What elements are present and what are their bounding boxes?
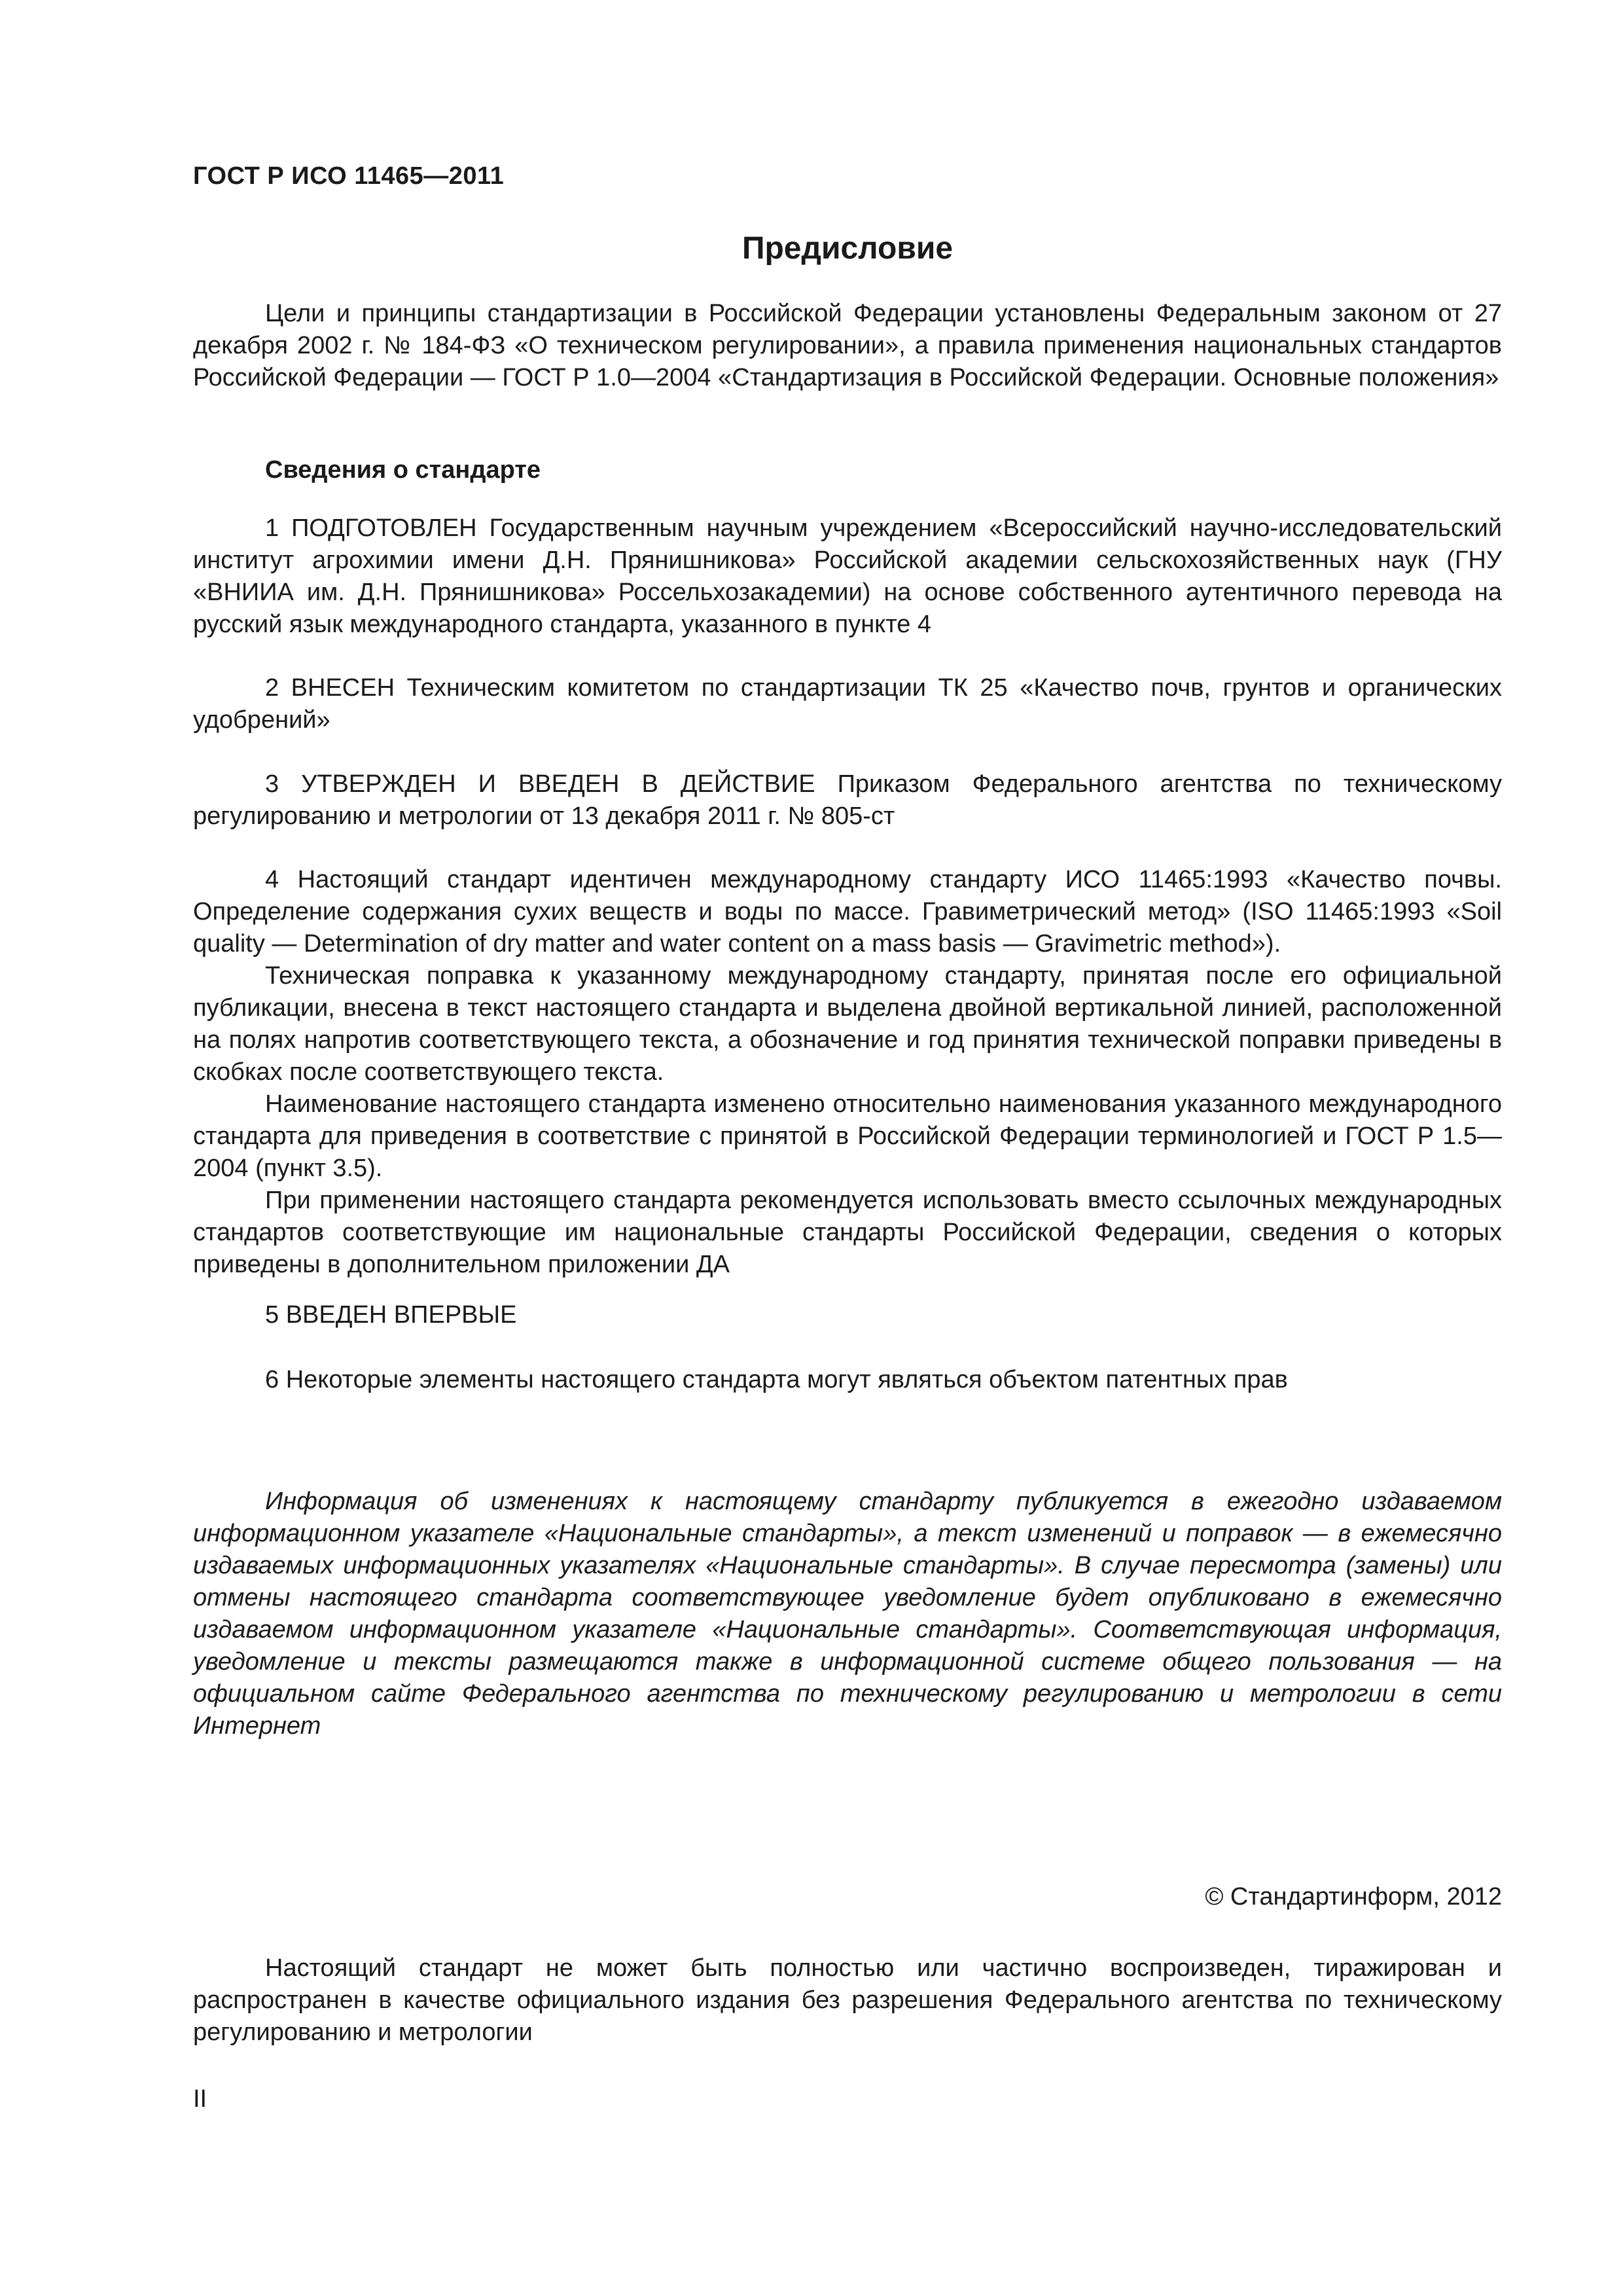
section-subheading: Сведения о стандарте [265, 456, 541, 484]
intro-paragraph: Цели и принципы стандартизации в Российской Федерации установлены Федеральным законом от 27 декабря 2002 г. № 184-ФЗ «О техническом регулировании», а правила применения национальных стандартов Российской Федерации — ГОСТ Р 1.0—2004 «Стандартизация в Российской Федерации. Основные положения» [193, 300, 1502, 391]
item-4-paragraph-4: При применении настоящего стандарта рекомендуется использовать вместо ссылочных международных стандартов соответствующие им национальные стандарты Российской Федерации, сведения о которых приведены в дополнительном приложении ДА [193, 1187, 1502, 1278]
item-5-text: 5 ВВЕДЕН ВПЕРВЫЕ [265, 1301, 517, 1329]
item-6 [193, 1364, 1502, 1396]
item-6-text: 6 Некоторые элементы настоящего стандарта могут являться объектом патентных прав [265, 1366, 1288, 1393]
page-number: II [193, 2085, 207, 2113]
item-3-text: 3 УТВЕРЖДЕН И ВВЕДЕН В ДЕЙСТВИЕ Приказом Федерального агентства по техническому регулированию и метрологии от 13 декабря 2011 г. № 805-ст [193, 770, 1502, 830]
item-2 [193, 672, 1502, 736]
page-title: Предисловие [741, 231, 954, 266]
item-4-paragraph-2: Техническая поправка к указанному международному стандарту, принятая после его официальной публикации, внесена в текст настоящего стандарта и выделена двойной вертикальной линией, расположенной на полях напротив соответствующего текста, а обозначение и год принятия технической поправки приведены в скобках после соответствующего текста. [193, 962, 1502, 1086]
change-notice: Информация об изменениях к настоящему стандарту публикуется в ежегодно издаваемом информационном указателе «Национальные стандарты», а текст изменений и поправок — в ежемесячно издаваемых информационных указателях «Национальные стандарты». В случае пересмотра (замены) или отмены настоящего стандарта соответствующее уведомление будет опубликовано в ежемесячно издаваемом информационном указателе «Национальные стандарты». Соответствующая информация, уведомление и тексты размещаются также в информационной системе общего пользования — на официальном сайте Федерального агентства по техническому регулированию и метрологии в сети Интернет [193, 1488, 1502, 1740]
item-1-text: 1 ПОДГОТОВЛЕН Государственным научным учреждением «Всероссийский научно-исследовательский институт агрохимии имени Д.Н. Прянишникова» Российской академии сельскохозяйственных наук (ГНУ «ВНИИА им. Д.Н. Прянишникова» Россельхозакадемии) на основе собственного аутентичного перевода на русский язык международного стандарта, указанного в пункте 4 [193, 514, 1502, 638]
item-5 [193, 1299, 1502, 1331]
intro-section [193, 298, 1502, 394]
item-3 [193, 768, 1502, 833]
document-header: ГОСТ Р ИСО 11465—2011 [193, 162, 505, 190]
item-4-paragraph-3: Наименование настоящего стандарта изменено относительно наименования указанного международного стандарта для приведения в соответствие с принятой в Российской Федерации терминологией и ГОСТ Р 1.5—2004 (пункт 3.5). [193, 1090, 1502, 1182]
item-2-text: 2 ВНЕСЕН Техническим комитетом по стандартизации ТК 25 «Качество почв, грунтов и органических удобрений» [193, 674, 1502, 734]
reproduction-notice: Настоящий стандарт не может быть полностью или частично воспроизведен, тиражирован и распространен в качестве официального издания без разрешения Федерального агентства по техническому регулированию и метрологии [193, 1954, 1502, 2046]
item-4 [193, 864, 1502, 1281]
item-4-paragraph-1: 4 Настоящий стандарт идентичен международному стандарту ИСО 11465:1993 «Качество почвы. Определение содержания сухих веществ и воды по массе. Гравиметрический метод» (ISO 11465:1993 «Soil quality — Determination of dry matter and water content on a mass basis — Gravimetric method»). [193, 866, 1502, 958]
item-1 [193, 512, 1502, 641]
copyright-line: © Стандартинформ, 2012 [1205, 1883, 1502, 1910]
document-page [193, 0, 1502, 2296]
